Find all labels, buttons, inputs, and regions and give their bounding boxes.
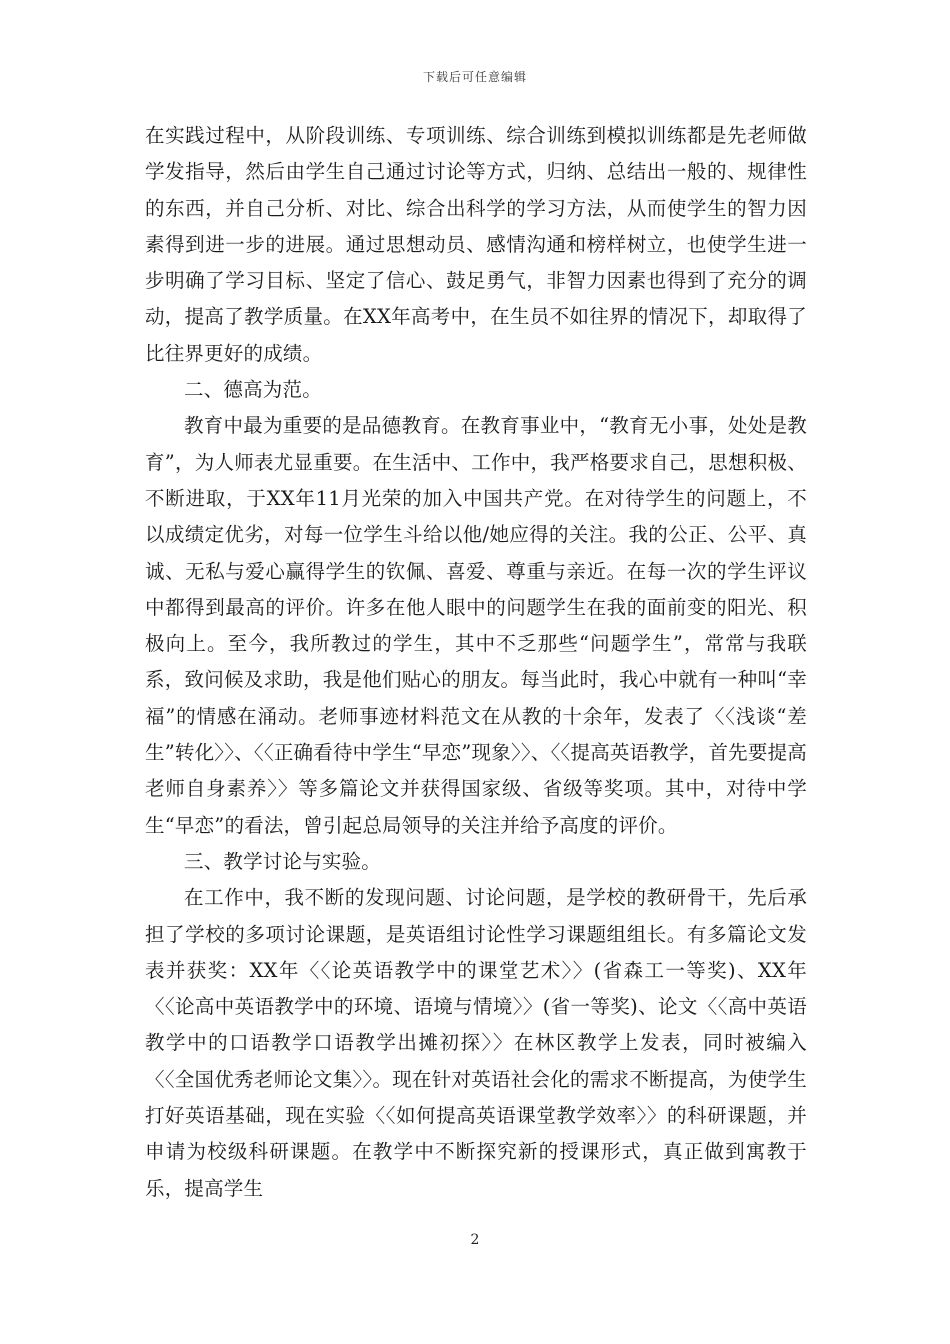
page-header: 下载后可任意编辑 [422,70,527,84]
paragraph-moral-education: 教育中最为重要的是品德教育。在教育事业中，“教育无小事，处处是教育”，为人师表尤显重要。在生活中、工作中，我严格要求自己，思想积极、不断进取，于XX年11月光荣的加入中国共产党。在对待学生的问题上，不以成绩定优劣，对每一位学生斗给以他/她应得的关注。我的公正、公平、真诚、无私与爱心赢得学生的钦佩、喜爱、尊重与亲近。在每一次的学生评议中都得到最高的评价。许多在他人眼中的问题学生在我的面前变的阳光、积极向上。至今，我所教过的学生，其中不乏那些“问题学生”，常常与我联系，致问候及求助，我是他们贴心的朋友。每当此时，我心中就有一种叫“幸福”的情感在涌动。老师事迹材料范文在从教的十余年，发表了〈〈浅谈“差生”转化〉〉、〈〈正确看待中学生“早恋”现象〉〉、〈〈提高英语教学，首先要提高老师自身素养〉〉等多篇论文并获得国家级、省级等奖项。其中，对待中学生“早恋”的看法，曾引起总局领导的关注并给予高度的评价。 [145,414,807,837]
paragraph-research-work: 在工作中，我不断的发现问题、讨论问题，是学校的教研骨干，先后承担了学校的多项讨论课题，是英语组讨论性学习课题组组长。有多篇论文发表并获奖：XX年〈〈论英语教学中的课堂艺术〉〉(省森工一等奖)、XX年〈〈论高中英语教学中的环境、语境与情境〉〉(省一等奖)、论文〈〈高中英语教学中的口语教学口语教学出摊初探〉〉在林区教学上发表，同时被编入〈〈全国优秀老师论文集〉〉。现在针对英语社会化的需求不断提高，为使学生打好英语基础，现在实验〈〈如何提高英语课堂教学效率〉〉的科研课题，并申请为校级科研课题。在教学中不断探究新的授课形式，真正做到寓教于乐，提高学生 [145,886,807,1200]
document-body [145,118,807,1207]
section-heading-research: 三、教学讨论与实验。 [184,849,382,873]
page-number: 2 [470,1232,480,1248]
section-heading-virtue: 二、德高为范。 [184,378,322,402]
paragraph-practice: 在实践过程中，从阶段训练、专项训练、综合训练到模拟训练都是先老师做学发指导，然后由学生自己通过讨论等方式，归纳、总结出一般的、规律性的东西，并自己分析、对比、综合出科学的学习方法，从而使学生的智力因素得到进一步的进展。通过思想动员、感情沟通和榜样树立，也使学生进一步明确了学习目标、坚定了信心、鼓足勇气，非智力因素也得到了充分的调动，提高了教学质量。在XX年高考中，在生员不如往界的情况下，却取得了比往界更好的成绩。 [145,124,807,365]
